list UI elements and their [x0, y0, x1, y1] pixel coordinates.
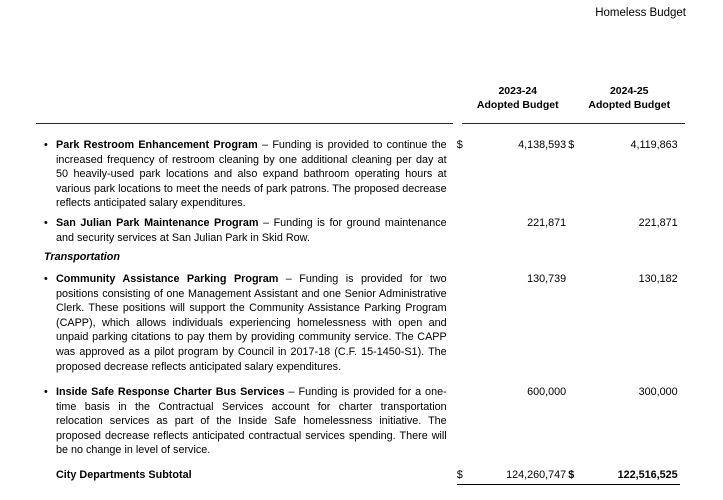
table-row: [36, 216, 685, 245]
value-amount: 300,000: [638, 386, 678, 398]
subtotal-amount: 122,516,525: [617, 469, 678, 481]
subtotal-values: [457, 468, 685, 485]
section-heading-transportation: Transportation: [44, 251, 120, 263]
column-headers: [462, 84, 685, 112]
line-item-name: Park Restroom Enhancement Program: [56, 139, 258, 151]
page-header-title: Homeless Budget: [595, 7, 686, 19]
subtotal-amount: 124,260,747: [506, 469, 567, 481]
column-header-2024-25-year: 2024-25: [609, 85, 649, 97]
line-item-description: [36, 385, 447, 458]
value-amount: 600,000: [527, 386, 567, 398]
value-amount: 4,138,593: [518, 139, 567, 151]
bullet-icon: •: [44, 273, 48, 285]
value-amount: 221,871: [527, 217, 567, 229]
value-amount: 130,182: [638, 273, 678, 285]
line-item-dash: –: [258, 217, 274, 229]
column-header-2024-25: [574, 84, 686, 112]
value-cell-2023-24: [457, 138, 569, 153]
header-rule-left: [36, 123, 453, 124]
line-item-text: Funding is provided for a one-time basis in the Contractual Services account for charter transportation relocation services as part of the Inside Safe homelessness initiative. The proposed decrease reflects anticipated contractual services spending. There will be no change in level of service.: [56, 386, 447, 457]
subtotal-cell-2023-24: [457, 468, 569, 485]
currency-symbol: [457, 385, 473, 400]
column-header-2023-24-label: Adopted Budget: [476, 99, 559, 111]
table-row: [36, 138, 685, 211]
line-item-dash: –: [284, 386, 299, 398]
line-item-description: [36, 216, 447, 245]
currency-symbol: $: [456, 139, 463, 151]
bullet-icon: •: [44, 386, 48, 398]
bullet-icon: •: [44, 139, 48, 151]
subtotal-row: [36, 468, 685, 485]
line-item-dash: –: [257, 139, 273, 151]
currency-symbol: $: [568, 139, 575, 151]
value-cell-2024-25: [568, 385, 680, 400]
line-item-name: San Julian Park Maintenance Program: [56, 217, 259, 229]
value-cell-2023-24: [457, 385, 569, 400]
line-item-name: Inside Safe Response Charter Bus Services: [56, 386, 285, 398]
line-item-text: Funding is provided to continue the increased frequency of restroom cleaning by one additional cleaning per day at 50 heavily-used park locations and also expand bathroom operating hours at various park locations to meet the needs of park patrons. The proposed decrease reflects anticipated salary expenditures.: [56, 139, 447, 210]
line-item-dash: –: [278, 273, 300, 285]
bullet-icon: •: [44, 217, 48, 229]
table-row: [36, 272, 685, 374]
table-row: [36, 385, 685, 458]
line-item-description: [36, 138, 447, 211]
header-rule-right: [462, 123, 685, 124]
value-amount: 221,871: [638, 217, 678, 229]
subtotal-label: City Departments Subtotal: [56, 469, 192, 481]
value-amount: 130,739: [527, 273, 567, 285]
line-item-values: [457, 385, 685, 400]
currency-symbol: [457, 272, 473, 287]
line-item-description: [36, 272, 447, 374]
value-cell-2024-25: [568, 216, 680, 231]
column-header-2023-24-year: 2023-24: [498, 85, 538, 97]
value-cell-2024-25: [568, 272, 680, 287]
currency-symbol: [568, 385, 584, 400]
line-item-values: [457, 272, 685, 287]
value-cell-2023-24: [457, 272, 569, 287]
column-header-2023-24: [462, 84, 574, 112]
line-item-values: [457, 138, 685, 153]
line-item-text: Funding is provided for two positions consisting of one Management Assistant and one Senior Administrative Clerk. These positions will support the Community Assistance Parking Program (CAPP), which allows individuals experiencing homelessness with open and unpaid parking citations to pay them by providing community service. The CAPP was approved as a pilot program by Council in 2017-18 (C.F. 15-1450-S1). The proposed decrease reflects anticipated salary expenditures.: [56, 273, 447, 373]
subtotal-cell-2024-25: [568, 468, 680, 485]
line-item-values: [457, 216, 685, 231]
value-amount: 4,119,863: [630, 139, 678, 151]
line-item-name: Community Assistance Parking Program: [56, 273, 279, 285]
value-cell-2023-24: [457, 216, 569, 231]
value-cell-2024-25: [568, 138, 680, 153]
currency-symbol: $: [456, 469, 463, 481]
line-item-text: Funding is for ground maintenance and security services at San Julian Park in Skid Row.: [56, 217, 447, 244]
currency-symbol: [568, 272, 584, 287]
currency-symbol: [568, 216, 584, 231]
currency-symbol: [457, 216, 473, 231]
currency-symbol: $: [568, 469, 575, 481]
column-header-2024-25-label: Adopted Budget: [588, 99, 671, 111]
